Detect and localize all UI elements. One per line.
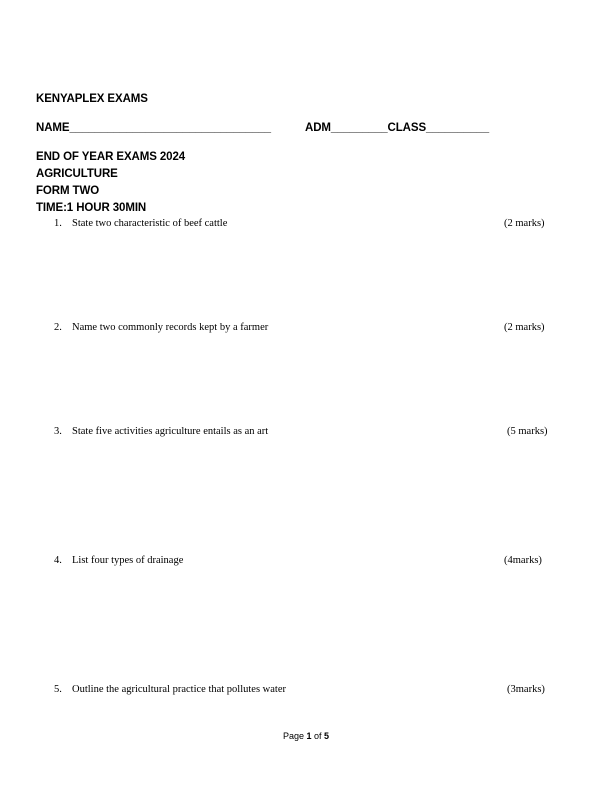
question-marks: (2 marks) (504, 218, 545, 229)
question-text: List four types of drainage (72, 555, 184, 566)
question-number: 1. (54, 218, 62, 229)
subject-title: AGRICULTURE (36, 168, 118, 180)
page-footer (0, 731, 612, 742)
question-3 (54, 425, 268, 438)
form-level: FORM TWO (36, 185, 100, 197)
adm-class-field: ADM_________CLASS__________ (305, 122, 489, 134)
question-4 (54, 554, 183, 567)
total-pages-number: 5 (324, 731, 330, 741)
question-number: 5. (54, 684, 62, 695)
question-5 (54, 683, 286, 696)
question-text: Name two commonly records kept by a farmer (72, 322, 269, 333)
question-text: State two characteristic of beef cattle (72, 218, 228, 229)
question-number: 4. (54, 555, 62, 566)
question-marks: (5 marks) (507, 426, 548, 437)
question-number: 2. (54, 322, 62, 333)
question-number: 3. (54, 426, 62, 437)
question-marks: (4marks) (504, 555, 542, 566)
question-marks: (3marks) (507, 684, 545, 695)
question-marks: (2 marks) (504, 322, 545, 333)
current-page-number: 1 (306, 731, 312, 741)
name-field: NAME________________________________ (36, 122, 271, 134)
school-name: KENYAPLEX EXAMS (36, 93, 148, 105)
time-allowed: TIME:1 HOUR 30MIN (36, 202, 147, 214)
exam-title: END OF YEAR EXAMS 2024 (36, 151, 186, 163)
question-2 (54, 321, 268, 334)
page-word: Page (282, 731, 304, 741)
of-word: of (314, 731, 322, 741)
question-text: Outline the agricultural practice that pollutes water (72, 684, 286, 695)
question-text: State five activities agriculture entails as an art (72, 426, 269, 437)
question-1 (54, 217, 227, 230)
